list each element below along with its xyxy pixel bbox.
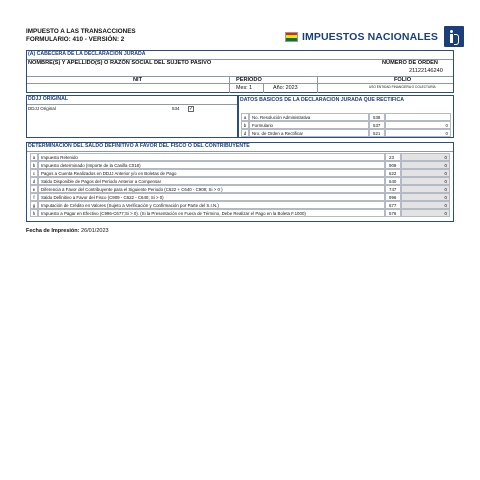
- row-label: Diferencia a Favor del Contribuyente para el Siguiente Periodo (C622 + C640 - C909; Si > 0 ): [38, 185, 385, 193]
- print-date: [26, 228, 109, 234]
- taxpayer-name-value: [28, 68, 368, 76]
- row-label: No. Resolución Administrativa: [249, 113, 369, 121]
- taxpayer-name-label: NOMBRE(S) Y APELLIDO(S) O RAZÓN SOCIAL DEL SUJETO PASIVO: [28, 60, 212, 66]
- form-header: [26, 28, 136, 44]
- nit-value: [28, 84, 228, 92]
- row-value[interactable]: 0: [385, 129, 451, 137]
- row-value[interactable]: 0: [401, 161, 450, 169]
- row-letter: e: [30, 185, 38, 193]
- rect-row-a: [241, 113, 451, 121]
- row-label: Impuesto Retenido: [38, 153, 385, 161]
- balance-row-h: [30, 209, 450, 217]
- row-letter: g: [30, 201, 38, 209]
- row-value[interactable]: 0: [401, 169, 450, 177]
- row-code: 677: [385, 201, 401, 209]
- row-letter: b: [30, 161, 38, 169]
- row-label: Saldo Disponible de Pagos del Periodo Anterior a Compensar: [38, 177, 385, 185]
- form-number: FORMULARIO: 410 - VERSIÓN: 2: [26, 36, 125, 43]
- row-code: 640: [385, 177, 401, 185]
- row-letter: d: [30, 177, 38, 185]
- folio-note: USO ENTIDAD FINANCIERA O COLECTURÍA: [369, 85, 436, 89]
- row-value[interactable]: 0: [401, 177, 450, 185]
- row-label: Impuesto determinado (Importe de la Casilla C018): [38, 161, 385, 169]
- ddjj-original-checkbox[interactable]: [188, 106, 194, 112]
- row-value[interactable]: 0: [401, 185, 450, 193]
- row-value[interactable]: 0: [401, 209, 450, 217]
- period-month: Mes: 1: [236, 85, 253, 91]
- bolivia-flag-icon: [285, 32, 298, 42]
- brand-block: [285, 26, 464, 47]
- balance-row-c: [30, 169, 450, 177]
- row-letter: a: [30, 153, 38, 161]
- row-letter: b: [241, 121, 249, 129]
- row-label: Saldo Definitivo a Favor del Fisco (C909 - C622 - C640; Si > 0): [38, 193, 385, 201]
- order-number-value: 21122146240: [409, 68, 443, 74]
- rect-row-d: [241, 129, 451, 137]
- rect-row-b: [241, 121, 451, 129]
- period-label: PERIODO: [236, 77, 262, 83]
- row-value[interactable]: 0: [385, 121, 451, 129]
- row-letter: a: [241, 113, 249, 121]
- row-code: 909: [385, 161, 401, 169]
- row-letter: h: [30, 209, 38, 217]
- balance-row-d: [30, 177, 450, 185]
- print-date-value: 26/01/2023: [81, 228, 109, 234]
- ddjj-original-section: [26, 95, 238, 138]
- section-a-header: [26, 50, 454, 93]
- row-code: 538: [369, 113, 385, 121]
- row-code: 23: [385, 153, 401, 161]
- impuestos-logo-icon: [444, 26, 464, 47]
- balance-row-a: [30, 153, 450, 161]
- row-label: Nro. de Orden a Rectificar: [249, 129, 369, 137]
- row-code: 747: [385, 185, 401, 193]
- balance-row-b: [30, 161, 450, 169]
- row-value[interactable]: [385, 113, 451, 121]
- balance-section: [26, 142, 454, 222]
- ddjj-code: 534: [172, 106, 180, 111]
- row-label: Pagos a Cuenta Realizados en DDJJ Anterior y/o en Boletas de Pago: [38, 169, 385, 177]
- checkmark-icon: ✓: [189, 106, 194, 112]
- row-label: Impuesto a Pagar en Efectivo (C996-C677;Si > 0). (Si la Presentación en Fuera de Término, Debe Realizar el Pago en la Boleta F.1000): [38, 209, 385, 217]
- print-date-label: Fecha de Impresión:: [26, 228, 80, 234]
- row-value[interactable]: 0: [401, 193, 450, 201]
- row-value[interactable]: 0: [401, 153, 450, 161]
- rectification-title: DATOS BASICOS DE LA DECLARACION JURADA QUE RECTIFICA: [240, 97, 404, 103]
- balance-title: DETERMINACION DEL SALDO DEFINITIVO A FAVOR DEL FISCO O DEL CONTRIBUYENTE: [28, 143, 250, 149]
- ddjj-title: DDJJ ORIGINAL: [28, 96, 69, 102]
- balance-row-f: [30, 193, 450, 201]
- row-code: 537: [369, 121, 385, 129]
- row-code: 521: [369, 129, 385, 137]
- row-letter: c: [30, 169, 38, 177]
- row-label: Imputación de Crédito en Valores (Sujeto a Verificación y Confirmación por Parte del S.I.N.): [38, 201, 385, 209]
- ddjj-label: DDJJ Original: [28, 106, 56, 111]
- row-code: 576: [385, 209, 401, 217]
- order-number-label: NÚMERO DE ORDEN: [382, 60, 438, 66]
- section-a-title: (A) CABECERA DE LA DECLARACION JURADA: [28, 51, 146, 57]
- nit-label: NIT: [133, 77, 143, 83]
- row-label: Formulario: [249, 121, 369, 129]
- tax-title: IMPUESTO A LAS TRANSACCIONES: [26, 28, 136, 35]
- row-code: 622: [385, 169, 401, 177]
- folio-label: FOLIO: [394, 77, 412, 83]
- row-value[interactable]: 0: [401, 201, 450, 209]
- balance-row-g: [30, 201, 450, 209]
- balance-row-e: [30, 185, 450, 193]
- row-code: 996: [385, 193, 401, 201]
- rectification-section: [238, 95, 454, 138]
- period-year: Año: 2023: [273, 85, 298, 91]
- row-letter: d: [241, 129, 249, 137]
- row-letter: f: [30, 193, 38, 201]
- brand-name: IMPUESTOS NACIONALES: [302, 30, 438, 43]
